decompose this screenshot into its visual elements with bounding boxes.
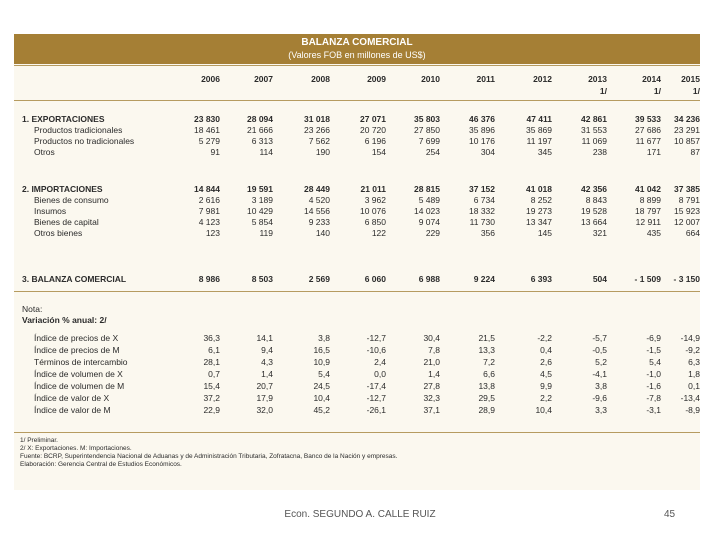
row-label: Productos no tradicionales bbox=[34, 136, 135, 146]
cell-value: 7 562 bbox=[308, 136, 330, 146]
cell-value: 12 911 bbox=[635, 217, 661, 227]
cell-value: 7,2 bbox=[483, 357, 495, 367]
cell-value: 11 730 bbox=[469, 217, 495, 227]
cell-value: 31 018 bbox=[304, 114, 330, 124]
row-label: Otros bbox=[34, 147, 55, 157]
cell-value: 10 429 bbox=[247, 206, 273, 216]
cell-value: -14,9 bbox=[680, 333, 700, 343]
table-rule bbox=[14, 65, 700, 66]
cell-value: 19 591 bbox=[247, 184, 273, 194]
cell-value: 122 bbox=[371, 228, 386, 238]
cell-value: 21,5 bbox=[478, 333, 495, 343]
cell-value: 14 844 bbox=[194, 184, 220, 194]
cell-value: 18 332 bbox=[469, 206, 495, 216]
cell-value: 20,7 bbox=[256, 381, 273, 391]
cell-value: 304 bbox=[480, 147, 495, 157]
cell-value: -17,4 bbox=[366, 381, 386, 391]
cell-value: 6 060 bbox=[364, 274, 386, 284]
nota-row bbox=[14, 304, 700, 315]
row-label: Bienes de capital bbox=[34, 217, 99, 227]
cell-value: 10,4 bbox=[313, 393, 330, 403]
cell-value: -26,1 bbox=[366, 405, 386, 415]
row-label: 2. IMPORTACIONES bbox=[22, 184, 103, 194]
row-label: Índice de valor de X bbox=[34, 393, 110, 403]
cell-value: 19 528 bbox=[581, 206, 607, 216]
cell-value: 21,0 bbox=[423, 357, 440, 367]
table-row bbox=[14, 125, 700, 136]
cell-value: 35 896 bbox=[469, 125, 495, 135]
cell-value: 114 bbox=[259, 147, 273, 157]
cell-value: 3 189 bbox=[251, 195, 273, 205]
cell-value: 4 520 bbox=[308, 195, 330, 205]
cell-value: 664 bbox=[685, 228, 700, 238]
cell-value: -9,6 bbox=[592, 393, 607, 403]
cell-value: 14 556 bbox=[304, 206, 330, 216]
table-rule bbox=[14, 291, 700, 292]
cell-value: 27 071 bbox=[360, 114, 386, 124]
cell-value: 2010 bbox=[421, 74, 440, 84]
cell-value: 6 850 bbox=[364, 217, 386, 227]
cell-value: 23 830 bbox=[194, 114, 220, 124]
cell-value: 27 686 bbox=[635, 125, 661, 135]
cell-value: 6 196 bbox=[364, 136, 386, 146]
cell-value: -1,6 bbox=[646, 381, 661, 391]
cell-value: 27,8 bbox=[423, 381, 440, 391]
cell-value: 7 981 bbox=[198, 206, 220, 216]
row-label: Bienes de consumo bbox=[34, 195, 109, 205]
cell-value: 21 666 bbox=[247, 125, 273, 135]
source-note: Elaboración: Gerencia Central de Estudios Económicos. bbox=[20, 461, 182, 468]
cell-value: 10 076 bbox=[360, 206, 386, 216]
cell-value: 32,0 bbox=[256, 405, 273, 415]
cell-value: 8 899 bbox=[639, 195, 661, 205]
cell-value: -5,7 bbox=[592, 333, 607, 343]
row-label: Índice de precios de M bbox=[34, 345, 120, 355]
cell-value: 8 791 bbox=[678, 195, 700, 205]
cell-value: 6 313 bbox=[251, 136, 273, 146]
cell-value: 3 962 bbox=[364, 195, 386, 205]
cell-value: 5,2 bbox=[595, 357, 607, 367]
cell-value: 1,4 bbox=[428, 369, 440, 379]
cell-value: 35 869 bbox=[526, 125, 552, 135]
cell-value: 229 bbox=[425, 228, 440, 238]
exportaciones-row bbox=[14, 114, 700, 125]
importaciones-row bbox=[14, 184, 700, 195]
cell-value: 2,4 bbox=[374, 357, 386, 367]
cell-value: 1,4 bbox=[261, 369, 273, 379]
row-label: Términos de intercambio bbox=[34, 357, 128, 367]
cell-value: 345 bbox=[537, 147, 552, 157]
cell-value: -0,5 bbox=[592, 345, 607, 355]
cell-value: 254 bbox=[425, 147, 440, 157]
year-note-row bbox=[14, 86, 700, 97]
cell-value: 37 152 bbox=[469, 184, 495, 194]
table-row bbox=[14, 381, 700, 392]
cell-value: 6 988 bbox=[418, 274, 440, 284]
row-label: Índice de volumen de M bbox=[34, 381, 125, 391]
cell-value: 13 347 bbox=[526, 217, 552, 227]
cell-value: 19 273 bbox=[526, 206, 552, 216]
row-label: Índice de precios de X bbox=[34, 333, 119, 343]
cell-value: 22,9 bbox=[203, 405, 220, 415]
cell-value: 29,5 bbox=[478, 393, 495, 403]
cell-value: 12 007 bbox=[674, 217, 700, 227]
row-label: 3. BALANZA COMERCIAL bbox=[22, 274, 127, 284]
trade-balance-table bbox=[14, 34, 700, 490]
cell-value: 27 850 bbox=[414, 125, 440, 135]
cell-value: 23 266 bbox=[304, 125, 330, 135]
cell-value: 145 bbox=[537, 228, 552, 238]
cell-value: 7,8 bbox=[428, 345, 440, 355]
cell-value: 46 376 bbox=[469, 114, 495, 124]
cell-value: 5 279 bbox=[198, 136, 220, 146]
cell-value: 15,4 bbox=[203, 381, 220, 391]
table-row bbox=[14, 357, 700, 368]
row-label: Insumos bbox=[34, 206, 67, 216]
cell-value: -4,1 bbox=[592, 369, 607, 379]
cell-value: 16,5 bbox=[313, 345, 330, 355]
cell-value: 9 074 bbox=[418, 217, 440, 227]
cell-value: 42 356 bbox=[581, 184, 607, 194]
cell-value: 21 011 bbox=[360, 184, 386, 194]
cell-value: 47 411 bbox=[526, 114, 552, 124]
cell-value: 2015 bbox=[681, 74, 700, 84]
cell-value: 10,4 bbox=[535, 405, 552, 415]
cell-value: 1/ bbox=[692, 86, 700, 96]
cell-value: 2014 bbox=[642, 74, 661, 84]
cell-value: 2006 bbox=[201, 74, 220, 84]
cell-value: 1/ bbox=[599, 86, 607, 96]
balanza-row bbox=[14, 274, 700, 285]
cell-value: 356 bbox=[480, 228, 495, 238]
cell-value: 15 923 bbox=[674, 206, 700, 216]
cell-value: -9,2 bbox=[685, 345, 700, 355]
cell-value: 435 bbox=[646, 228, 661, 238]
cell-value: 8 503 bbox=[251, 274, 273, 284]
table-row bbox=[14, 206, 700, 217]
cell-value: 37,2 bbox=[203, 393, 220, 403]
cell-value: -8,9 bbox=[685, 405, 700, 415]
cell-value: 119 bbox=[259, 228, 273, 238]
cell-value: 28 815 bbox=[414, 184, 440, 194]
cell-value: 0,4 bbox=[540, 345, 552, 355]
cell-value: 9 224 bbox=[473, 274, 495, 284]
cell-value: 30,4 bbox=[423, 333, 440, 343]
cell-value: 28,1 bbox=[203, 357, 220, 367]
table-row bbox=[14, 345, 700, 356]
row-label: 1. EXPORTACIONES bbox=[22, 114, 105, 124]
row-label: Índice de volumen de X bbox=[34, 369, 123, 379]
cell-value: 91 bbox=[210, 147, 220, 157]
cell-value: 2012 bbox=[533, 74, 552, 84]
cell-value: 5 854 bbox=[251, 217, 273, 227]
cell-value: -10,6 bbox=[366, 345, 386, 355]
cell-value: -12,7 bbox=[366, 393, 386, 403]
cell-value: 4,3 bbox=[261, 357, 273, 367]
cell-value: 31 553 bbox=[581, 125, 607, 135]
cell-value: 2 569 bbox=[308, 274, 330, 284]
cell-value: 5,4 bbox=[318, 369, 330, 379]
table-rule bbox=[14, 100, 700, 101]
cell-value: 28 094 bbox=[247, 114, 273, 124]
cell-value: 14 023 bbox=[414, 206, 440, 216]
cell-value: 10 176 bbox=[469, 136, 495, 146]
cell-value: 10 857 bbox=[674, 136, 700, 146]
cell-value: 13 664 bbox=[581, 217, 607, 227]
cell-value: 6 734 bbox=[473, 195, 495, 205]
table-rule bbox=[14, 432, 700, 433]
cell-value: 20 720 bbox=[360, 125, 386, 135]
table-row bbox=[14, 405, 700, 416]
cell-value: 140 bbox=[315, 228, 330, 238]
cell-value: 2008 bbox=[311, 74, 330, 84]
cell-value: 2007 bbox=[254, 74, 273, 84]
cell-value: 41 018 bbox=[526, 184, 552, 194]
cell-value: -13,4 bbox=[680, 393, 700, 403]
cell-value: -3,1 bbox=[646, 405, 661, 415]
table-subtitle: (Valores FOB en millones de US$) bbox=[288, 50, 426, 60]
cell-value: 3,8 bbox=[595, 381, 607, 391]
row-label: Nota: bbox=[22, 304, 43, 314]
cell-value: 123 bbox=[205, 228, 220, 238]
cell-value: 18 797 bbox=[635, 206, 661, 216]
cell-value: 11 069 bbox=[581, 136, 607, 146]
cell-value: -6,9 bbox=[646, 333, 661, 343]
cell-value: 87 bbox=[690, 147, 700, 157]
cell-value: 0,0 bbox=[374, 369, 386, 379]
cell-value: 6,3 bbox=[688, 357, 700, 367]
cell-value: -12,7 bbox=[366, 333, 386, 343]
cell-value: 39 533 bbox=[635, 114, 661, 124]
cell-value: 37 385 bbox=[674, 184, 700, 194]
cell-value: 171 bbox=[646, 147, 661, 157]
cell-value: 13,8 bbox=[478, 381, 495, 391]
cell-value: 8 843 bbox=[585, 195, 607, 205]
cell-value: -1,0 bbox=[646, 369, 661, 379]
table-title: BALANZA COMERCIAL bbox=[301, 37, 413, 48]
cell-value: 3,3 bbox=[595, 405, 607, 415]
cell-value: 11 677 bbox=[635, 136, 661, 146]
cell-value: - 1 509 bbox=[634, 274, 661, 284]
cell-value: 2 616 bbox=[198, 195, 220, 205]
variacion-header-row bbox=[14, 315, 700, 326]
year-header-row bbox=[14, 74, 700, 85]
cell-value: 35 803 bbox=[414, 114, 440, 124]
cell-value: 0,1 bbox=[688, 381, 700, 391]
slide-footer-author: Econ. SEGUNDO A. CALLE RUIZ bbox=[284, 509, 436, 520]
cell-value: 504 bbox=[592, 274, 607, 284]
source-note: 1/ Preliminar. bbox=[20, 437, 58, 444]
cell-value: 36,3 bbox=[203, 333, 220, 343]
table-row bbox=[14, 136, 700, 147]
source-note: Fuente: BCRP, Superintendencia Nacional de Aduanas y de Administración Tributaria, Zofratacna, Banco de la Nación y empresas. bbox=[20, 453, 398, 460]
cell-value: 2,2 bbox=[540, 393, 552, 403]
cell-value: 42 861 bbox=[581, 114, 607, 124]
cell-value: 2011 bbox=[476, 74, 495, 84]
cell-value: 18 461 bbox=[194, 125, 220, 135]
row-label: Variación % anual: 2/ bbox=[22, 315, 107, 325]
cell-value: 37,1 bbox=[423, 405, 440, 415]
cell-value: 45,2 bbox=[313, 405, 330, 415]
slide-page-number: 45 bbox=[664, 509, 676, 520]
cell-value: 9 233 bbox=[308, 217, 330, 227]
cell-value: 32,3 bbox=[423, 393, 440, 403]
cell-value: 8 986 bbox=[198, 274, 220, 284]
cell-value: -1,5 bbox=[646, 345, 661, 355]
cell-value: 321 bbox=[592, 228, 607, 238]
cell-value: 2013 bbox=[588, 74, 607, 84]
cell-value: 2,6 bbox=[540, 357, 552, 367]
table-row bbox=[14, 217, 700, 228]
row-label: Índice de valor de M bbox=[34, 405, 111, 415]
cell-value: 4 123 bbox=[198, 217, 220, 227]
cell-value: 24,5 bbox=[313, 381, 330, 391]
table-row bbox=[14, 333, 700, 344]
cell-value: 6 393 bbox=[530, 274, 552, 284]
cell-value: - 3 150 bbox=[673, 274, 700, 284]
cell-value: 154 bbox=[371, 147, 386, 157]
cell-value: 9,4 bbox=[261, 345, 273, 355]
table-row bbox=[14, 195, 700, 206]
cell-value: 5 489 bbox=[418, 195, 440, 205]
cell-value: 5,4 bbox=[649, 357, 661, 367]
cell-value: 41 042 bbox=[635, 184, 661, 194]
table-row bbox=[14, 369, 700, 380]
cell-value: 4,5 bbox=[540, 369, 552, 379]
cell-value: 34 236 bbox=[674, 114, 700, 124]
cell-value: 9,9 bbox=[540, 381, 552, 391]
cell-value: 28 449 bbox=[304, 184, 330, 194]
cell-value: 6,6 bbox=[483, 369, 495, 379]
row-label: Otros bienes bbox=[34, 228, 83, 238]
cell-value: 11 197 bbox=[526, 136, 552, 146]
cell-value: 2009 bbox=[367, 74, 386, 84]
cell-value: 3,8 bbox=[318, 333, 330, 343]
source-note: 2/ X: Exportaciones. M: Importaciones. bbox=[20, 445, 132, 452]
cell-value: 0,7 bbox=[208, 369, 220, 379]
cell-value: 17,9 bbox=[256, 393, 273, 403]
table-row bbox=[14, 228, 700, 239]
cell-value: 190 bbox=[315, 147, 330, 157]
cell-value: -7,8 bbox=[646, 393, 661, 403]
cell-value: 7 699 bbox=[418, 136, 440, 146]
cell-value: 14,1 bbox=[256, 333, 273, 343]
cell-value: 23 291 bbox=[674, 125, 700, 135]
cell-value: 6,1 bbox=[208, 345, 220, 355]
table-title-bar bbox=[14, 34, 700, 64]
cell-value: 238 bbox=[592, 147, 607, 157]
table-row bbox=[14, 147, 700, 158]
cell-value: 1,8 bbox=[688, 369, 700, 379]
cell-value: 8 252 bbox=[530, 195, 552, 205]
row-label: Productos tradicionales bbox=[34, 125, 123, 135]
cell-value: -2,2 bbox=[537, 333, 552, 343]
cell-value: 1/ bbox=[653, 86, 661, 96]
table-row bbox=[14, 393, 700, 404]
cell-value: 10,9 bbox=[313, 357, 330, 367]
cell-value: 13,3 bbox=[478, 345, 495, 355]
cell-value: 28,9 bbox=[478, 405, 495, 415]
